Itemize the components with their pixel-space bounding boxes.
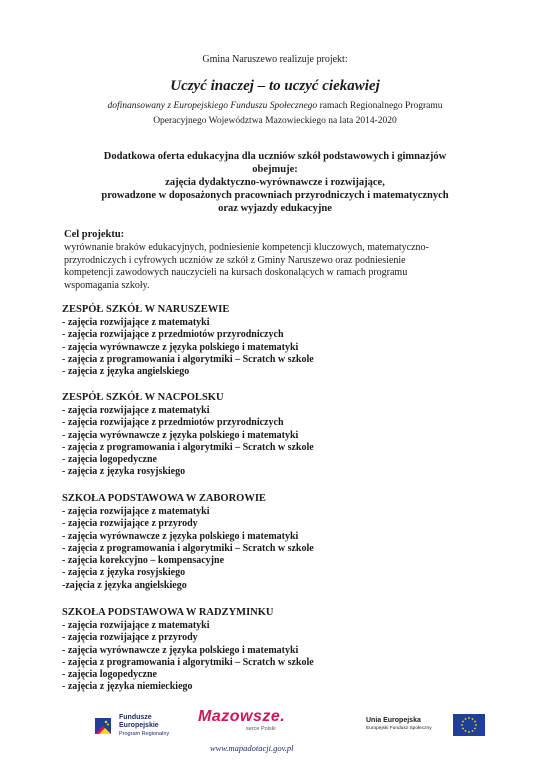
cofund-note (30, 99, 520, 129)
activity-item: - zajęcia rozwijające z przedmiotów przyrodniczych (62, 329, 284, 341)
mazowsze-logo (198, 708, 318, 732)
activity-list (62, 620, 502, 694)
activity-item: - zajęcia logopedyczne (62, 454, 157, 466)
activity-item: - zajęcia z języka angielskiego (62, 366, 190, 378)
fundusze-europejskie-logo (93, 713, 193, 743)
project-title: Uczyć inaczej – to uczyć ciekawiej (170, 78, 380, 94)
cofund-italic: dofinansowany z Europejskiego Funduszu Społecznego (107, 101, 318, 111)
ue-text (366, 717, 432, 733)
fundusze-line2: Europejskie (119, 722, 159, 729)
offer-block (40, 150, 510, 215)
school-name: ZESPÓŁ SZKÓŁ W NARUSZEWIE (62, 304, 230, 315)
goal-line: przyrodniczych i cyfrowych uczniów ze szkół z Gminy Naruszewo oraz podniesienie (64, 254, 406, 266)
goal-line: wspomagania szkoły. (64, 279, 150, 291)
activity-item: - zajęcia wyrównawcze z języka polskiego i matematyki (62, 530, 299, 542)
activity-item: - zajęcia wyrównawcze z języka polskiego i matematyki (62, 341, 299, 353)
fundusze-line3: Program Regionalny (119, 731, 170, 737)
activity-item: - zajęcia z języka rosyjskiego (62, 567, 186, 579)
cofund-rest: ramach Regionalnego Programu (317, 101, 443, 111)
activity-item: - zajęcia z programowania i algorytmiki – Scratch w szkole (62, 353, 314, 365)
school-name: SZKOŁA PODSTAWOWA W ZABOROWIE (62, 493, 266, 504)
activity-item: - zajęcia korekcyjno – kompensacyjne (62, 555, 225, 567)
footer-url: www.mapadotacji.gov.pl (210, 743, 294, 753)
offer-line: prowadzone w doposażonych pracowniach przyrodniczych i matematycznych (101, 190, 449, 201)
funding-logos (0, 705, 550, 765)
activity-list (62, 405, 502, 479)
eu-flag-icon (453, 714, 485, 736)
activity-item: - zajęcia rozwijające z przyrody (62, 632, 198, 644)
activity-item: - zajęcia rozwijające z matematyki (62, 317, 210, 328)
goal-text (64, 242, 504, 292)
goal-line: wyrównanie braków edukacyjnych, podniesienie kompetencji kluczowych, matematyczno- (64, 242, 429, 253)
activity-item: - zajęcia wyrównawcze z języka polskiego i matematyki (62, 429, 299, 441)
activity-item: - zajęcia z języka rosyjskiego (62, 466, 186, 478)
activity-item: - zajęcia rozwijające z przyrody (62, 518, 198, 530)
activity-item: - zajęcia z języka niemieckiego (62, 681, 193, 693)
unia-europejska-logo (366, 713, 486, 743)
activity-item: -zajęcia z języka angielskiego (62, 579, 187, 591)
offer-line: Dodatkowa oferta edukacyjna dla uczniów szkół podstawowych i gimnazjów (103, 151, 447, 162)
activity-list (62, 506, 502, 592)
offer-line: obejmuje: (252, 164, 298, 175)
school-name: SZKOŁA PODSTAWOWA W RADZYMINKU (62, 607, 274, 618)
activity-item: - zajęcia rozwijające z matematyki (62, 506, 210, 517)
activity-item: - zajęcia z programowania i algorytmiki – Scratch w szkole (62, 656, 314, 668)
goal-line: kompetencji zawodowych nauczycieli na kursach doskonalących w ramach programu (64, 267, 408, 278)
ue-line1: Unia Europejska (366, 717, 421, 724)
school-radzyminek (62, 606, 502, 694)
cofund-line2: Operacyjnego Województwa Mazowieckiego na lata 2014-2020 (153, 116, 397, 126)
activity-item: - zajęcia rozwijające z przedmiotów przyrodniczych (62, 417, 284, 429)
activity-item: - zajęcia rozwijające z matematyki (62, 620, 210, 631)
fundusze-line1: Fundusze (119, 714, 152, 721)
goal-heading: Cel projektu: (64, 229, 125, 240)
school-nacpolsk (62, 391, 502, 479)
school-name: ZESPÓŁ SZKÓŁ W NACPOLSKU (62, 392, 224, 403)
offer-line: zajęcia dydaktyczno-wyrównawcze i rozwijające, (165, 177, 385, 188)
fundusze-text (119, 714, 169, 738)
intro-line: Gmina Naruszewo realizuje projekt: (202, 54, 348, 65)
activity-item: - zajęcia z programowania i algorytmiki – Scratch w szkole (62, 441, 314, 453)
activity-list (62, 317, 502, 378)
offer-line: oraz wyjazdy edukacyjne (218, 203, 332, 214)
ue-line2: Europejski Fundusz Społeczny (366, 726, 432, 731)
mazowsze-subtitle: serce Polski (246, 726, 276, 732)
activity-item: - zajęcia logopedyczne (62, 669, 157, 681)
mazowsze-word: Mazowsze. (198, 708, 286, 725)
fundusze-flag-icon (93, 715, 115, 737)
activity-item: - zajęcia wyrównawcze z języka polskiego i matematyki (62, 644, 299, 656)
school-zaborow (62, 492, 502, 592)
school-naruszewo (62, 303, 502, 378)
activity-item: - zajęcia z programowania i algorytmiki – Scratch w szkole (62, 542, 314, 554)
activity-item: - zajęcia rozwijające z matematyki (62, 405, 210, 416)
